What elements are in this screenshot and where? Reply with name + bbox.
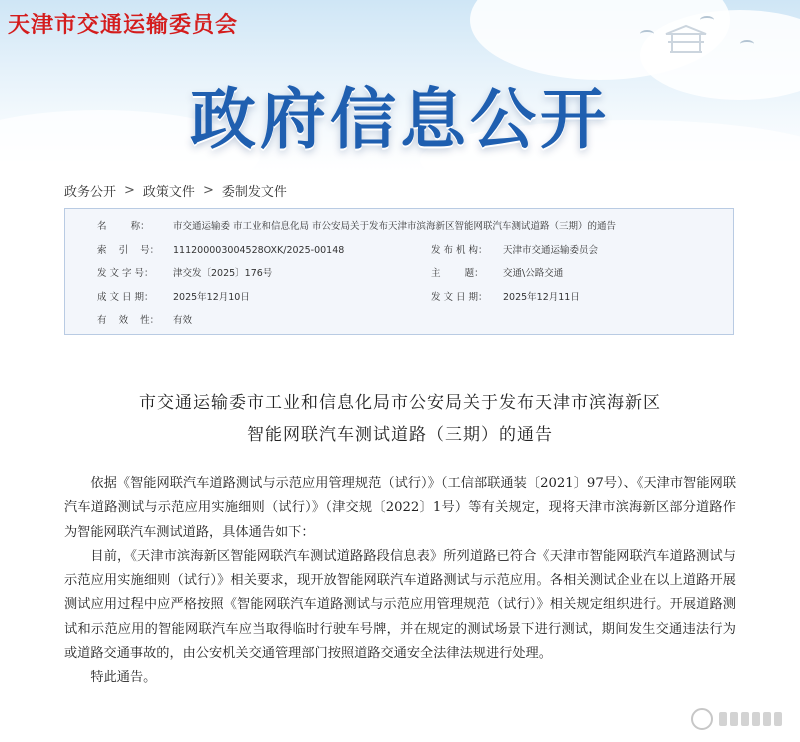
article-paragraph: 特此通告。 <box>90 670 157 686</box>
meta-index-label: 索 引 号： <box>97 244 160 256</box>
meta-publisher-value: 天津市交通运输委员会 <box>503 244 599 256</box>
bird-icon <box>700 16 714 24</box>
article-title-line2: 智能网联汽车测试道路（三期）的通告 <box>247 425 553 445</box>
meta-row-dates <box>97 290 733 314</box>
article-title-line1: 市交通运输委市工业和信息化局市公安局关于发布天津市滨海新区 <box>139 393 661 413</box>
meta-validity-value: 有效 <box>173 315 193 326</box>
meta-created-label: 成 文 日 期： <box>97 291 154 303</box>
breadcrumb <box>64 181 287 200</box>
meta-index-value: 111200003004528OXK/2025-00148 <box>173 244 345 256</box>
breadcrumb-item-policy-docs[interactable]: 政策文件 <box>142 185 195 200</box>
bird-icon <box>740 40 754 48</box>
meta-topic-value: 交通\公路交通 <box>503 268 564 279</box>
article-paragraph: 依据《智能网联汽车道路测试与示范应用管理规范（试行）》（工信部联通装〔2021〕97号）、《天津市智能网联汽车道路测试与示范应用实施细则（试行）》（津交规〔2022〕1号）等有关规定，现将天津市滨海新区部分道路作为智能网联汽车测试道路，具体通告如下： <box>64 476 736 540</box>
watermark-logo-icon <box>691 708 713 730</box>
meta-created-value: 2025年12月10日 <box>173 291 250 303</box>
meta-name-label: 名 称： <box>97 221 150 232</box>
watermark-mark <box>719 712 782 726</box>
document-metadata <box>64 208 734 335</box>
chevron-right-icon: > <box>202 183 214 198</box>
meta-validity-label: 有 效 性： <box>97 315 160 326</box>
article-paragraph: 目前，《天津市滨海新区智能网联汽车测试道路路段信息表》所列道路已符合《天津市智能网联汽车道路测试与示范应用实施细则（试行）》相关要求，现开放智能网联汽车道路测试与示范应用。各相关测试企业在以上道路开展测试应用过程中应严格按照《智能网联汽车道路测试与示范应用管理规范（试行）》相关规定组织进行。开展道路测试和示范应用的智能网联汽车应当取得临时行驶车号牌，并在规定的测试场景下进行测试，期间发生交通违法行为或道路交通事故的，由公安机关交通管理部门按照道路交通安全法律法规进行处理。 <box>64 548 736 662</box>
pagoda-icon <box>662 24 710 54</box>
meta-published-value: 2025年12月11日 <box>503 291 580 303</box>
meta-doc-no-value: 津交发〔2025〕176号 <box>173 268 273 279</box>
breadcrumb-item-gov-affairs[interactable]: 政务公开 <box>64 185 117 200</box>
meta-row-doc-no <box>97 266 733 290</box>
breadcrumb-item-committee-docs[interactable]: 委制发文件 <box>221 185 287 200</box>
site-name[interactable]: 天津市交通运输委员会 <box>8 13 239 38</box>
meta-doc-no-label: 发 文 字 号： <box>97 268 154 279</box>
meta-row-index <box>97 243 733 267</box>
weibo-watermark <box>691 708 782 730</box>
banner-title: 政府信息公开 <box>190 81 610 158</box>
chevron-right-icon: > <box>124 183 135 198</box>
meta-row-name <box>97 219 733 243</box>
bird-icon <box>640 30 654 38</box>
meta-name-value: 市交通运输委 市工业和信息化局 市公安局关于发布天津市滨海新区智能网联汽车测试道路（三期）的通告 <box>173 221 617 232</box>
meta-publisher-label: 发 布 机 构： <box>431 244 488 256</box>
article-body <box>64 472 736 691</box>
header-banner <box>0 0 800 172</box>
meta-row-validity <box>97 313 733 337</box>
meta-published-label: 发 文 日 期： <box>431 291 488 303</box>
meta-topic-label: 主 题： <box>431 268 484 279</box>
